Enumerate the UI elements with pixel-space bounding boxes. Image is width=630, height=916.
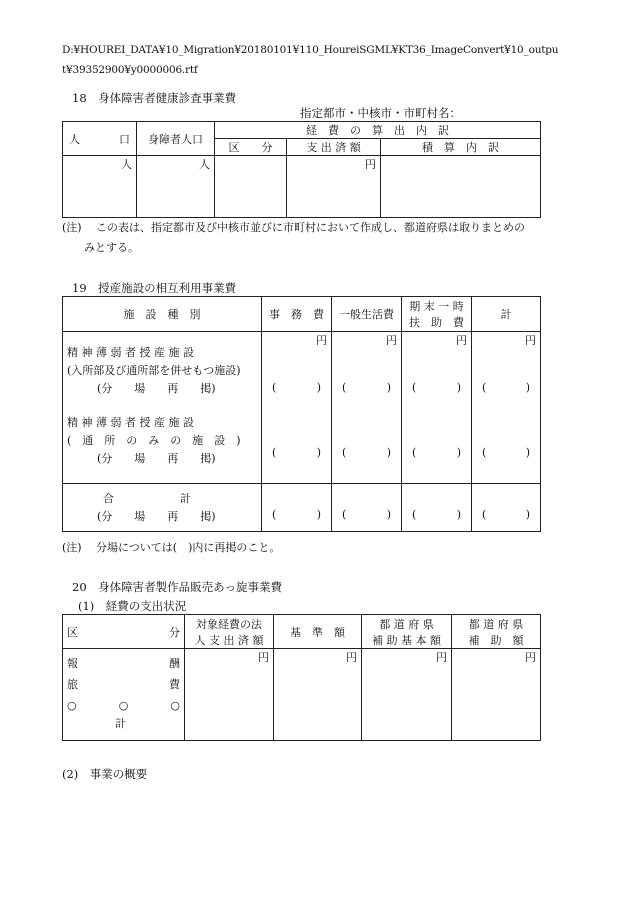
col-disabled-population: 身障者人口	[137, 122, 215, 156]
section-19-title: 19 授産施設の相互利用事業費	[72, 281, 237, 295]
note-18-label: (注)	[62, 221, 82, 234]
total-row-label	[63, 484, 262, 532]
unit-yen: 円	[185, 649, 274, 741]
cell-calculation	[381, 156, 541, 218]
section-20-subtitle-1: (1) 経費の支出状況	[78, 599, 187, 613]
col-temp-line-1: 期 末 一 時	[409, 300, 464, 313]
row-labels: 報 酬 旅 費 ○ ○ ○ 計	[63, 649, 185, 741]
file-path: D:¥HOUREI_DATA¥10_Migration¥20180101¥110_HoureiSGML¥KT36_ImageConvert¥10_output¥39352900¥y0000006.rtf	[62, 44, 559, 76]
col-total: 計	[472, 297, 541, 332]
unit-person-2: 人	[137, 156, 215, 218]
row-total: 計	[115, 717, 126, 730]
circle-icon: ○	[67, 699, 77, 712]
col-living: 一般生活費	[332, 297, 402, 332]
temp-cells: 円 ( ) ( )	[402, 332, 472, 484]
note-19-label: (注)	[62, 541, 82, 554]
facility-rows	[63, 332, 262, 484]
col-breakdown: 経 費 の 算 出 内 訳	[215, 122, 541, 139]
unit-yen: 円	[525, 334, 536, 347]
col-standard: 基 準 額	[274, 615, 362, 649]
col-population: 人 口	[63, 122, 137, 156]
municipality-label: 指定都市・中核市・市町村名：	[300, 105, 540, 122]
unit-yen: 円	[274, 649, 362, 741]
note-18-text-2: みとする。	[84, 241, 139, 254]
col-calculation: 積 算 内 訳	[381, 139, 541, 156]
row2-line1: 精 神 薄 弱 者 授 産 施 設	[67, 416, 194, 429]
section-19-table: 施 設 種 別 事 務 費 一般生活費 期 末 一 時 扶 助 費 計 精 神 薄 弱 者 授 産 施 設 (入所部及び通所部を併せもつ施設) (分 場 再 掲) 精 神 薄 弱 者 授 産 施 設 ( 通 所 の み の 施 設 ) (分 場 再 掲) 円 ( ) ( ) 円 ( ) ( ) 円 ( ) ( ) 円 ( ) ( ) 合 計 (分 場 再 掲) ( ) ( ) ( ) ( )	[62, 296, 541, 532]
row2-line2: ( 通 所 の み の 施 設 )	[67, 434, 241, 447]
col-facility: 施 設 種 別	[63, 297, 262, 332]
office-cells: 円 ( ) ( )	[262, 332, 332, 484]
living-cells: 円 ( ) ( )	[332, 332, 402, 484]
section-18-title: 18 身体障害者健康診査事業費	[72, 91, 237, 105]
col-pref-base: 都 道 府 県 補 助 基 本 額	[362, 615, 452, 649]
total-cells: 円 ( ) ( )	[472, 332, 541, 484]
col-temp-line-2: 扶 助 費	[409, 316, 464, 329]
col-category: 区 分	[215, 139, 287, 156]
row1-line1: 精 神 薄 弱 者 授 産 施 設	[67, 346, 194, 359]
total-line2: (分 場 再 掲)	[97, 510, 216, 523]
circle-icon: ○	[170, 699, 180, 712]
unit-yen: 円	[316, 334, 327, 347]
col-office: 事 務 費	[262, 297, 332, 332]
section-18-table	[62, 121, 541, 218]
unit-yen: 円	[386, 334, 397, 347]
section-20-title: 20 身体障害者製作品販売あっ旋事業費	[72, 580, 283, 594]
circle-icon: ○	[118, 699, 129, 712]
col-temp	[402, 297, 472, 332]
col-category: 区 分	[63, 615, 185, 649]
col-expenditure: 支 出 済 額	[287, 139, 381, 156]
unit-person: 人	[63, 156, 137, 218]
row1-line2: (入所部及び通所部を併せもつ施設)	[67, 364, 241, 377]
cell-category	[215, 156, 287, 218]
row2-line3: (分 場 再 掲)	[97, 452, 216, 465]
section-20-subtitle-2: (2) 事業の概要	[62, 767, 148, 781]
total-label: 合 計	[103, 492, 191, 505]
unit-yen: 円	[287, 156, 381, 218]
unit-yen: 円	[456, 334, 467, 347]
unit-yen: 円	[452, 649, 541, 741]
unit-yen: 円	[362, 649, 452, 741]
section-20-table	[62, 614, 541, 741]
note-18-text-1: この表は、指定都市及び中核市並びに市町村において作成し、都道府県は取りまとめの	[96, 221, 525, 234]
note-19-text: 分場については( )内に再掲のこと。	[96, 541, 281, 554]
col-target: 対象経費の法 人 支 出 済 額	[185, 615, 274, 649]
row1-line3: (分 場 再 掲)	[97, 382, 216, 395]
col-pref-sub: 都 道 府 県 補 助 額	[452, 615, 541, 649]
